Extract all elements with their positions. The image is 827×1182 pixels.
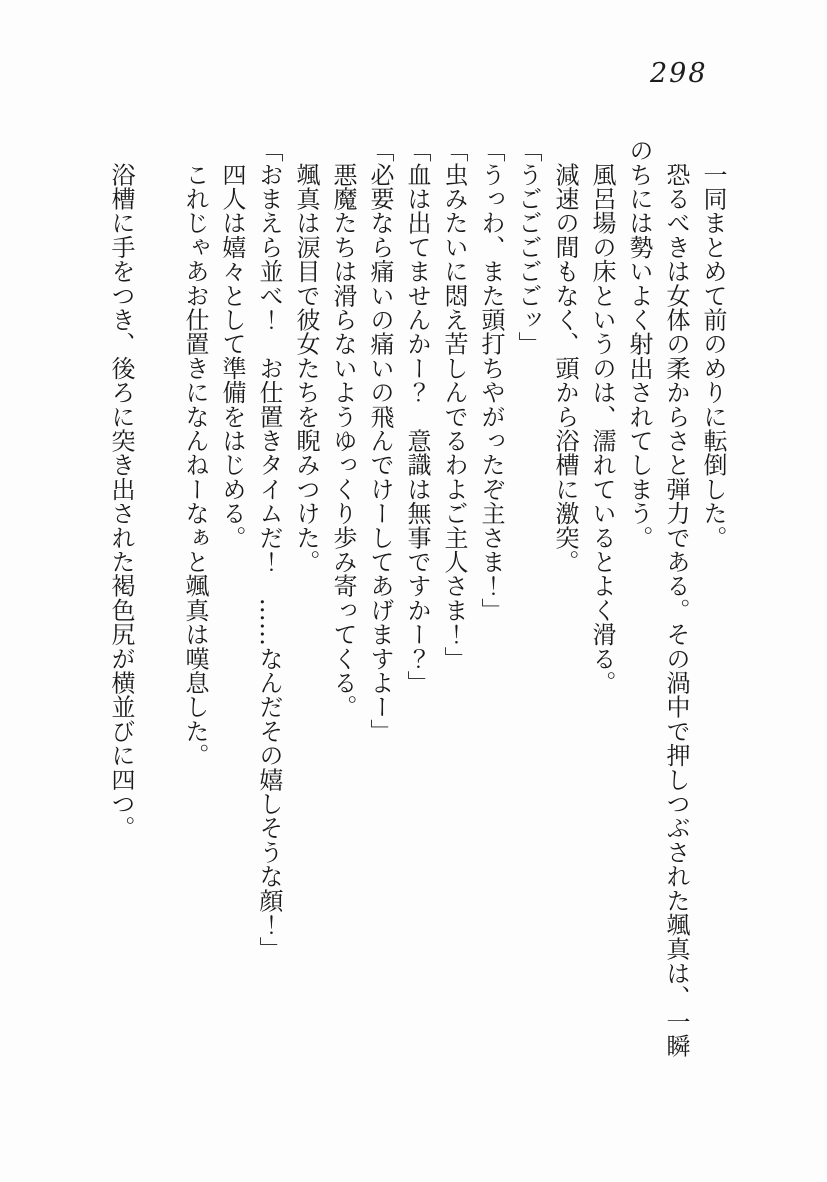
- text-line: 浴槽に手をつき、後ろに突き出された褐色尻が横並びに四つ。: [107, 138, 135, 840]
- text-line: 悪魔たちは滑らないようゆっくり歩み寄ってくる。: [329, 138, 357, 719]
- page-number: 298: [650, 58, 708, 89]
- text-line: 一同まとめて前のめりに転倒した。: [699, 138, 727, 550]
- text-line: 減速の間もなく、頭から浴槽に激突。: [551, 138, 579, 574]
- text-line: 風呂場の床というのは、濡れているとよく滑る。: [588, 138, 616, 695]
- blank-separator-line: [139, 138, 176, 1076]
- text-line: これじゃあお仕置きになんねーなぁと颯真は嘆息した。: [181, 138, 209, 768]
- text-line: 四人は嬉々として準備をはじめる。: [218, 138, 246, 550]
- text-line-dialogue: 「うごごごごごッ」: [514, 138, 542, 356]
- page-text-block: [102, 138, 731, 1076]
- text-line-dialogue: 「うっわ、また頭打ちやがったぞ主さま！」: [477, 138, 505, 622]
- text-line: 颯真は涙目で彼女たちを睨みつけた。: [292, 138, 320, 574]
- text-line-dialogue: 「おまえら並べ！ お仕置きタイムだ！ ……なんだその嬉しそうな顔！」: [255, 138, 283, 961]
- text-line-dialogue: 「虫みたいに悶え苦しんでるわよご主人さま！」: [440, 138, 468, 671]
- text-line-dialogue: 「必要なら痛いの痛いの飛んでけーしてあげますよー」: [366, 138, 394, 743]
- text-line: 恐るべきは女体の柔からさと弾力である。その渦中で押しつぶされた颯真は、一瞬: [662, 138, 690, 1058]
- text-line-dialogue: 「血は出てませんかー？ 意識は無事ですかー？」: [403, 138, 431, 695]
- text-line: のちには勢いよく射出されてしまう。: [625, 138, 653, 550]
